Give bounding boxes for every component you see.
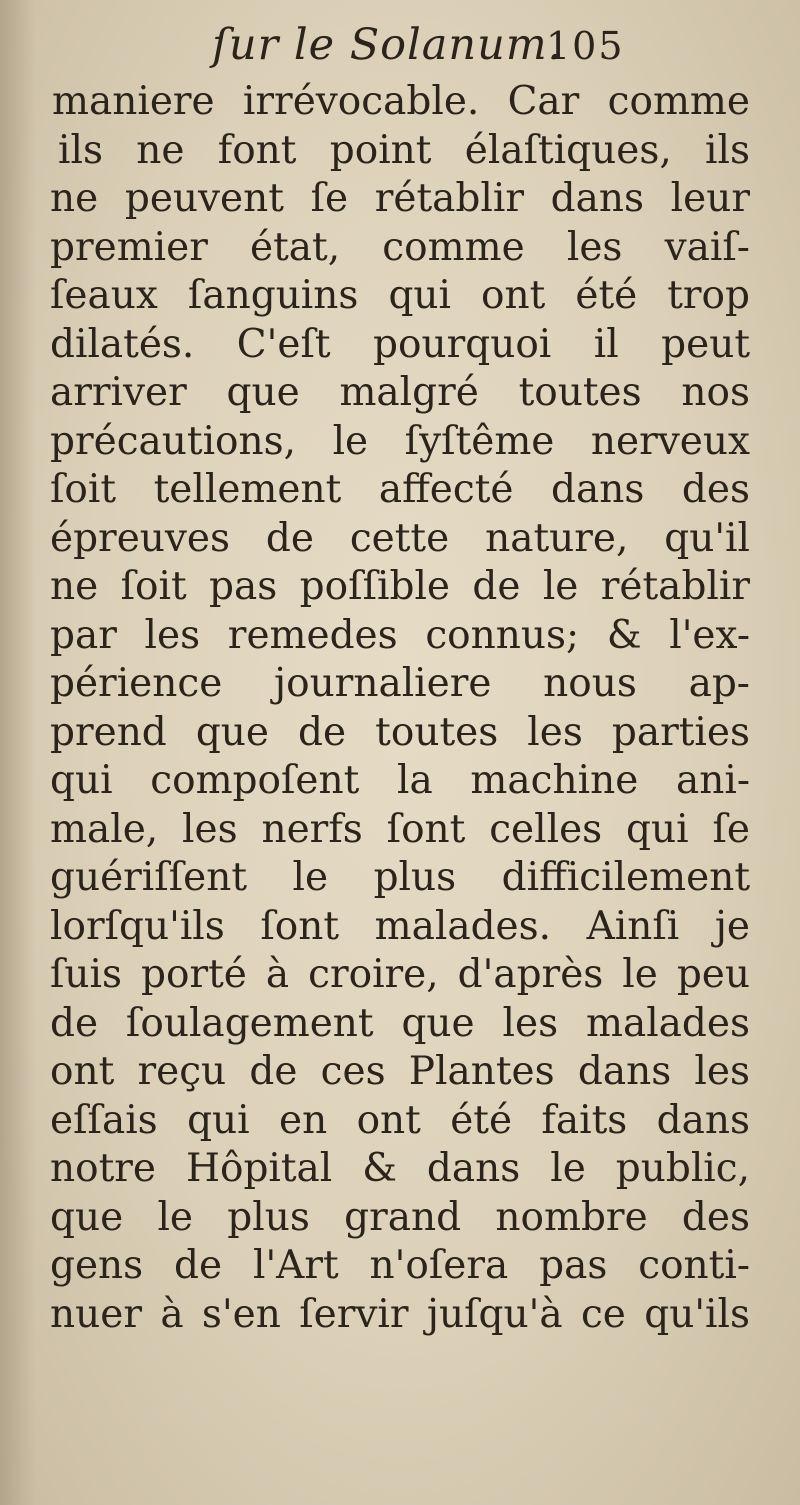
text-line: gens de l'Art n'oſera pas conti-: [50, 1243, 750, 1288]
text-line: eſſais qui en ont été faits dans: [50, 1097, 750, 1143]
text-line: maniere irrévocable. Car comme: [52, 79, 750, 124]
text-line: notre Hôpital & dans le public,: [50, 1146, 750, 1191]
text-line: ne peuvent ſe rétablir dans leur: [50, 176, 750, 221]
running-title: ſur le Solanum.: [212, 20, 563, 70]
text-line: par les remedes connus; & l'ex-: [50, 612, 750, 658]
text-line: périence journaliere nous ap-: [50, 661, 750, 706]
text-line: ne ſoit pas poſſible de le rétablir: [50, 564, 750, 609]
text-line: male, les nerfs ſont celles qui ſe: [50, 806, 750, 852]
text-line: que le plus grand nombre des: [50, 1194, 750, 1240]
text-line: dilatés. C'eſt pourquoi il peut: [50, 321, 750, 367]
text-line: de ſoulagement que les malades: [50, 1000, 750, 1046]
text-line: ſuis porté à croire, d'après le peu: [50, 952, 750, 997]
text-line: précautions, le ſyſtême nerveux: [50, 418, 750, 464]
text-line: premier état, comme les vaiſ-: [50, 224, 750, 270]
text-line: prend que de toutes les parties: [50, 709, 750, 755]
text-line: arriver que malgré toutes nos: [50, 370, 750, 415]
running-head: [0, 20, 800, 80]
text-line: ſeaux ſanguins qui ont été trop: [50, 273, 750, 318]
text-line: ſoit tellement affecté dans des: [50, 467, 750, 512]
page-number: 105: [546, 24, 625, 68]
text-line: ils ne font point élaſtiques, ils: [58, 127, 750, 173]
text-line: nuer à s'en ſervir juſqu'à ce qu'ils: [50, 1291, 750, 1337]
text-line: épreuves de cette nature, qu'il: [50, 515, 750, 561]
page-gutter-shadow: [0, 0, 36, 1505]
text-line: ont reçu de ces Plantes dans les: [50, 1049, 750, 1094]
text-line: lorſqu'ils ſont malades. Ainſi je: [50, 903, 750, 949]
body-text: [50, 78, 750, 1339]
text-line: guériſſent le plus difficilement: [50, 855, 750, 900]
text-line: qui compoſent la machine ani-: [50, 758, 750, 803]
